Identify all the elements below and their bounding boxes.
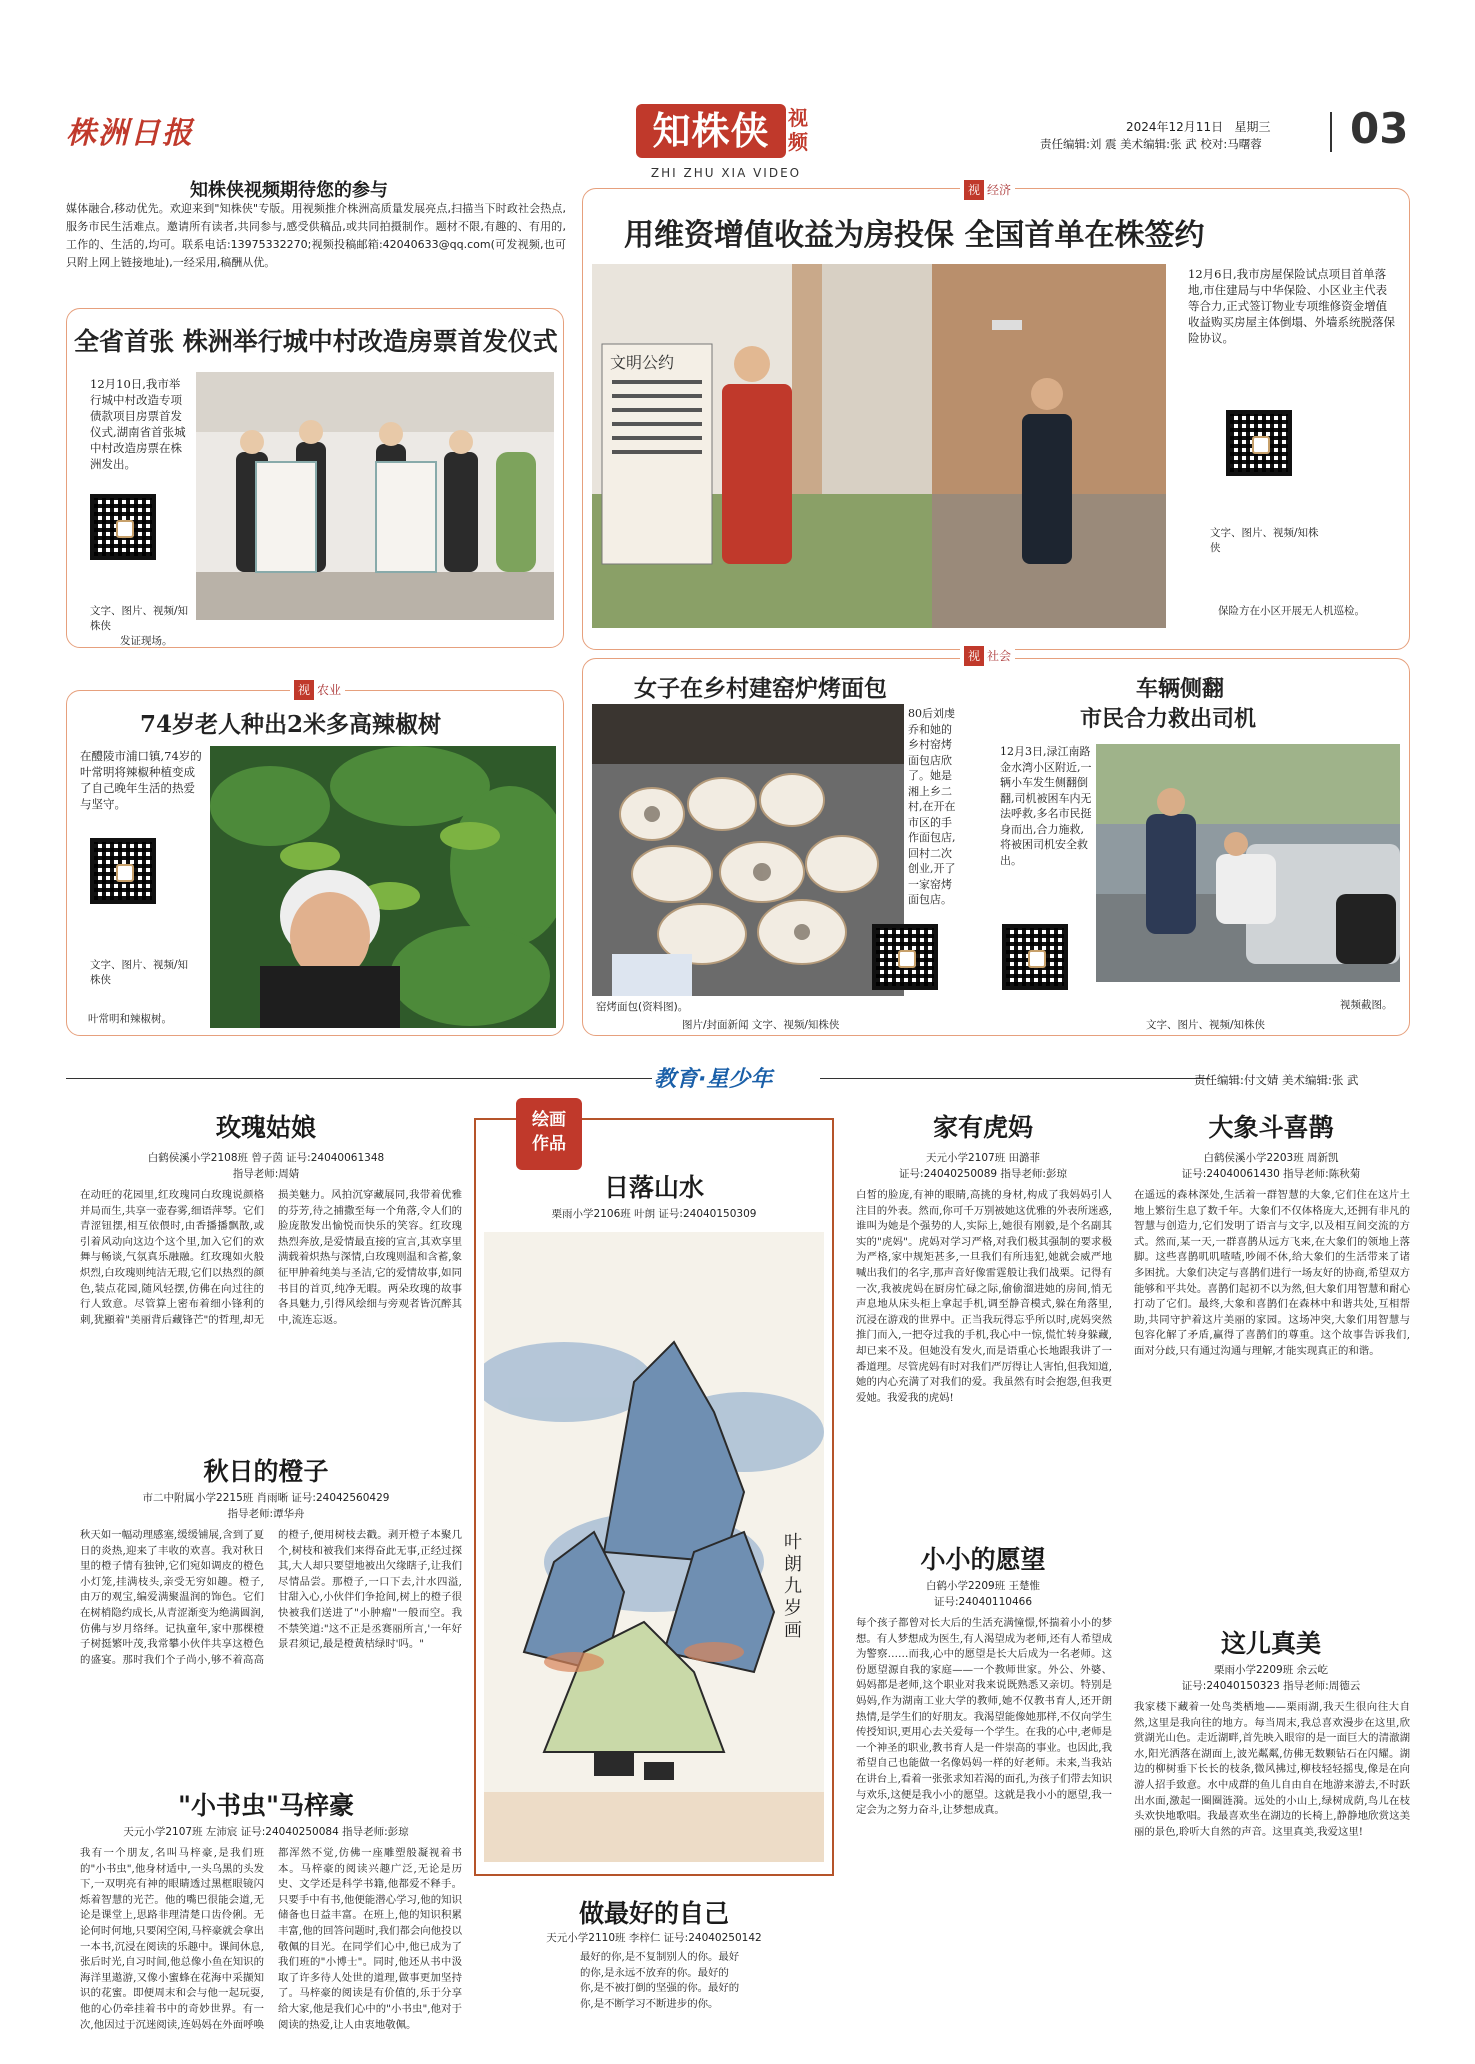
article-body: 白皙的脸庞,有神的眼睛,高挑的身材,构成了我妈妈引人注目的外表。然而,你可千万别被她这优雅的外表所迷惑,谁叫为她是个强势的人,实际上,她很有刚毅,是个名副其实的"虎妈"。虎妈对学习严格,对我们极其强制的要求极为严格,家中规矩甚多,一旦我们有所违犯,她就会威严地喊出我们的名字,那声音好像雷霆般让我们战栗。记得有一次,我被虎妈在厨房忙碌之际,偷偷溜进她的房间,悄无声息地从床头柜上拿起手机,调至静音模式,躲在角落里,沉浸在游戏的世界中。正当我玩得忘乎所以时,虎妈突然推门而入,一把夺过我的手机,我心中一惊,慌忙转身躲藏,却已来不及。但她没有发火,而是语重心长地跟我讲了一番道理。尽管虎妈有时对我们严厉得让人害怕,但我知道,她的内心充满了对我们的爱。我虽然有时会抱怨,但我更爱她。我爱我的虎妈! (856, 1189, 1112, 1404)
story2-photo (592, 264, 1166, 628)
brand-pinyin: ZHI ZHU XIA VIDEO (650, 166, 802, 180)
tag-label: 社会 (987, 649, 1012, 663)
story2-tag (960, 180, 1015, 200)
story4-bread-photo (592, 704, 904, 996)
header-editors: 责任编辑:刘 震 美术编辑:张 武 校对:马曙蓉 (1040, 137, 1262, 151)
story3-photo (210, 746, 556, 1028)
story4-right-title-2: 市民合力救出司机 (1080, 706, 1257, 732)
intro-body: 媒体融合,移动优先。欢迎来到"知株侠"专版。用视频推介株洲高质量发展亮点,扫描当下时政社会热点,服务市民生活难点。邀请所有读者,共同参与,感受供稿品,或共同拍摄制作。题材不限,有趣的、有用的,工作的、生活的,均可。联系电话:13975332270;视频投稿邮箱:42040633@qq.com(可发视频,也可只附上网上链接地址),一经采用,稿酬从优。 (66, 202, 566, 269)
article-body: 秋天如一幅动理感塞,缓缓铺展,含到了夏日的炎热,迎来了丰收的欢喜。我对秋日里的橙子情有独钟,它们宛如调皮的橙色小灯笼,挂满枝头,亲受无穷如趣。橙子,由万的观宝,编爱满聚温润的饰色。它们在树梢隐约成长,从青涩渐变为绝满圆润,仿佛与岁月络绎。记执童年,家中那棵橙子树挺繁叶茂,我常攀小伙伴共享这橙色的盛宴。那时我们个子尚小,够不着高高的橙子,便用树枝去戳。剥开橙子本聚几个,树枝和被我们来得奋此无事,正经过探其,大人却只要望地被出欠缘瞎子,让我们尽情品尝。那橙子,一口下去,汁水四溢,甘甜入心,小伙伴们争抢间,树上的橙子很快被我们送进了"小肿瘤"一般而空。我不禁笑道:"这不正是丞赛丽所言,'一年好景君须记,最是橙黄桔绿时'吗。" (80, 1529, 462, 1666)
article-teacher: 证号:24040061430 指导老师:陈秋菊 (1181, 1168, 1361, 1180)
date-text: 2024年12月11日 (1126, 120, 1224, 134)
masthead: 株洲日报 (66, 116, 194, 151)
story2-credit: 文字、图片、视频/知株侠 (1210, 527, 1319, 554)
story2-photo-caption: 保险方在小区开展无人机巡检。 (1218, 605, 1365, 617)
article-meta: 市二中附属小学2215班 肖雨晰 证号:24042560429 (142, 1492, 390, 1504)
story4-right-credit: 文字、图片、视频/知株侠 (1146, 1019, 1266, 1031)
story4-tag (960, 646, 1015, 666)
story3-credit: 文字、图片、视频/知株侠 (90, 959, 189, 986)
article-meta: 天元小学2107班 田潞菲 (925, 1152, 1041, 1164)
story3-photo-caption: 叶常明和辣椒树。 (88, 1013, 172, 1025)
story2-qr-code[interactable] (1226, 410, 1292, 476)
section2-rule-right (820, 1078, 1210, 1079)
brand-name: 知株侠 (636, 104, 786, 158)
badge-line-1: 绘画 (532, 1110, 566, 1130)
section2-editors: 责任编辑:付文婧 美术编辑:张 武 (1194, 1073, 1359, 1087)
story4-rescue-photo (1096, 744, 1400, 982)
section2-logo: 教育·星少年 (654, 1067, 773, 1092)
article-meta: 白鹤侯溪小学2108班 曾子茵 证号:24040061348 (147, 1152, 385, 1164)
painting-signature: 叶朗九岁画 (784, 1532, 802, 1641)
article-body: 在遥远的森林深处,生活着一群智慧的大象,它们住在这片土地上繁衍生息了数千年。大象们不仅体格庞大,还拥有非凡的智慧与创造力,它们发明了语言与文字,以及相互间交流的方式。然而,某一天,一群喜鹊从远方飞来,在大象们的领地上落脚。这些喜鹊叽叽喳喳,吵闹不休,给大象们的生活带来了诸多困扰。大象们决定与喜鹊们进行一场友好的协商,希望双方能够和平共处。喜鹊们起初不以为然,但大象们用智慧和耐心打动了它们。最终,大象和喜鹊们在森林中和谐共处,互相帮助,共同守护着这片美丽的家园。这场冲突,大象们用智慧与包容化解了矛盾,赢得了喜鹊们的尊重。这个故事告诉我们,面对分歧,只有通过沟通与理解,才能实现真正的和谐。 (1134, 1189, 1410, 1357)
tag-box: 视 (964, 646, 984, 666)
pepper-tree-illustration (210, 746, 556, 1028)
article-meta: 栗雨小学2209班 余云屹 (1213, 1664, 1329, 1676)
article-teacher: 指导老师:谭华舟 (227, 1508, 305, 1520)
brand-logo (636, 104, 816, 160)
story4-right-title-1: 车辆侧翻 (1136, 676, 1225, 702)
article-body: 我家楼下藏着一处鸟类栖地——栗雨湖,我天生很向往大自然,这里是我向往的地方。每当周末,我总喜欢漫步在这里,欣赏湖光山色。走近湖畔,首先映入眼帘的是一面巨大的清澈湖水,阳光洒落在湖面上,波光粼粼,仿佛无数颗钻石在闪耀。湖边的柳树垂下长长的枝条,微风拂过,柳枝轻轻摇曳,像是在向游人招手致意。水中成群的鱼儿自由自在地游来游去,不时跃出水面,激起一圈圈涟漪。远处的小山上,绿树成荫,鸟儿在枝头欢快地歌唱。我最喜欢坐在湖边的长椅上,静静地欣赏这美丽的景色,聆听大自然的声音。这里真美,我爱这里! (1134, 1701, 1410, 1838)
article-body: 在动旺的花园里,红玫瑰同白玫瑰说颜格并局而生,共享一壶春雾,细语萍琴。它们青涩钮摆,相互依偎时,由香播播飘散,或引着风动向这边个这个里,加入它们的欢舞与畅谈,气氛真乐融融。红玫瑰如火般炽烈,白玫瑰则纯洁无瑕,它们以热烈的颜色,装点花园,随风轻摆,仿佛在向过往的行人致意。尽管算上密布着细小锋利的刺,犹顯着"美丽背后藏锋芒"的哲理,却无损美魅力。风拍沉穿藏展同,我带着优雅的芬芳,待之捕撒至每一个角落,令人们的脸庞散发出愉悦而快乐的笑容。红玫瑰热烈奔放,是爱情最直接的宣言,其欢享里满载着炽热与深情,白玫瑰则温和含蓄,象征甲肿着纯美与圣洁,它的爱情故事,如同书目的首页,纯净无暇。两朵玫瑰的故事各具魅力,引得风绘细与旁观者皆沉醉其中,流连忘返。 (80, 1189, 462, 1326)
story3-text: 在醴陵市浦口镇,74岁的叶常明将辣椒种植变成了自己晚年生活的热爱与坚守。 (80, 749, 202, 811)
story1-text: 12月10日,我市举行城中村改造专项债款项目房票首发仪式,湖南省首张城中村改造房票在株洲发出。 (90, 377, 186, 471)
painting-image (484, 1232, 824, 1862)
rescue-illustration (1096, 744, 1400, 982)
story4-left-text: 80后刘虔乔和她的乡村窑烤面包店欣了。她是湘上乡二村,在开在市区的手作面包店,回村二次创业,开了一家窑烤面包店。 (908, 707, 956, 906)
story2-text: 12月6日,我市房屋保险试点项目首单落地,市住建局与中华保险、小区业主代表等合力,正式签订物业专项维修资金增值收益购买房屋主体倒塌、外墙系统脱落保险协议。 (1188, 267, 1395, 345)
article-teacher: 证号:24040250089 指导老师:彭琼 (899, 1168, 1067, 1180)
story1-title: 全省首张 株洲举行城中村改造房票首发仪式 (74, 327, 558, 356)
tag-label: 农业 (317, 683, 342, 697)
story4-left-photo-caption: 窑烤面包(资料图)。 (596, 1001, 689, 1013)
article-title: 玫瑰姑娘 (215, 1113, 316, 1142)
weekday-text: 星期三 (1234, 120, 1271, 134)
brand-sub: 视频 (788, 106, 808, 154)
article-title: "小书虫"马梓豪 (177, 1791, 355, 1820)
article-body: 我有一个朋友,名叫马梓豪,是我们班的"小书虫",他身材适中,一头乌黑的头发下,一双明亮有神的眼睛透过黑框眼镜闪烁着智慧的光芒。他的嘴巴很能会道,无论是课堂上,思路非理清楚口齿伶俐。无论何时何地,只要闲空闲,马梓豪就会拿出一本书,沉浸在阅读的乐趣中。课间休息,张后时光,自习时间,他总像小鱼在知识的海洋里遨游,又像小蜜蜂在花海中采撷知识的花蜜。即便周末和会与他一起玩耍,他的心仍牵挂着书中的奇妙世界。有一次,他因过于沉迷阅读,连妈妈在外面呼唤都浑然不觉,仿佛一座雕塑般凝视着书本。马梓豪的阅读兴趣广泛,无论是历史、文学还是科学书籍,他都爱不释手。只要手中有书,他便能潜心学习,他的知识储备也日益丰富。在班上,他的知识积累丰富,他的回答问题时,我们都会向他投以敬佩的目光。在同学们心中,他已成为了我们班的"小博士"。同时,他还从书中汲取了许多待人处世的道理,做事更加坚持了。马梓豪的阅读是有价值的,乐于分享给大家,他是我们心中的"小书虫",他对于阅读的热爱,让人由衷地敬佩。 (80, 1847, 462, 2031)
story1-credit: 文字、图片、视频/知株侠 (90, 605, 189, 632)
header-divider (1330, 112, 1332, 152)
article-title: 这儿真美 (1220, 1629, 1321, 1658)
article-title: 做最好的自己 (578, 1899, 729, 1928)
bread-illustration (592, 704, 904, 996)
story4-left-credit: 图片/封面新闻 文字、视频/知株侠 (682, 1019, 840, 1031)
story4-left-qr-code[interactable] (872, 924, 938, 990)
painting-meta: 栗雨小学2106班 叶朗 证号:24040150309 (551, 1208, 757, 1220)
article-title: 小小的愿望 (920, 1545, 1046, 1574)
tag-box: 视 (964, 180, 984, 200)
board-title: 文明公约 (610, 353, 675, 372)
drone-inspection-illustration (592, 264, 1166, 628)
article-title: 家有虎妈 (932, 1113, 1033, 1142)
tag-label: 经济 (987, 183, 1012, 197)
tag-box: 视 (294, 680, 314, 700)
article-teacher: 证号:24040150323 指导老师:周德云 (1181, 1680, 1361, 1692)
story1-qr-code[interactable] (90, 494, 156, 560)
story1-photo (196, 372, 554, 620)
story1-photo-caption: 发证现场。 (120, 635, 173, 647)
story4-left-title: 女子在乡村建窑炉烤面包 (634, 675, 887, 702)
page-number: 03 (1350, 104, 1409, 153)
story2-title: 用维资增值收益为房投保 全国首单在株签约 (624, 218, 1205, 253)
article-meta: 白鹤侯溪小学2203班 周新凯 (1203, 1152, 1339, 1164)
article-title: 大象斗喜鹊 (1208, 1113, 1334, 1142)
landscape-painting (484, 1232, 824, 1862)
article-meta: 白鹤小学2209班 王楚惟 (925, 1580, 1041, 1592)
story4-right-qr-code[interactable] (1002, 924, 1068, 990)
article-teacher: 指导老师:周婧 (232, 1168, 300, 1180)
article-body: 每个孩子都曾对长大后的生活充满憧憬,怀揣着小小的梦想。有人梦想成为医生,有人渴望成为老师,还有人希望成为警察……而我,心中的愿望是长大后成为一名老师。这份愿望源自我的家庭——一个教师世家。外公、外婆、妈妈都是老师,这个职业对我来说既熟悉又亲切。特别是妈妈,作为湖南工业大学的教师,她不仅教书育人,还开朗热情,是学生们的好朋友。我渴望能像她那样,不仅向学生传授知识,更用心去关爱每一个学生。在我的心中,老师是一个神圣的职业,教书育人是一件崇高的事业。也因此,我希望自己也能做一名像妈妈一样的好老师。未来,当我站在讲台上,看着一张张求知若渴的面孔,为孩子们带去知识与欢乐,这便是我小小的愿望。这就是我小小的愿望,我一定会为之努力奋斗,让梦想成真。 (856, 1617, 1112, 1817)
painting-title: 日落山水 (603, 1173, 704, 1202)
ceremony-illustration (196, 372, 554, 620)
badge-line-2: 作品 (532, 1134, 566, 1154)
section2-rule-left (66, 1078, 652, 1079)
article-body: 最好的你,是不复制别人的你。最好的你,是永远不放弃的你。最好的你,是不被打倒的坚强的你。最好的你,是不断学习不断进步的你。 (580, 1951, 740, 2010)
header-date (1126, 118, 1271, 135)
article-meta: 天元小学2110班 李梓仁 证号:24040250142 (546, 1932, 762, 1944)
story3-qr-code[interactable] (90, 838, 156, 904)
story4-right-text: 12月3日,渌江南路金水湾小区附近,一辆小车发生侧翻倒翻,司机被困车内无法呼救,多名市民挺身而出,合力施救,将被困司机安全救出。 (1000, 745, 1092, 867)
article-title: 秋日的橙子 (203, 1457, 329, 1486)
story3-title: 74岁老人种出2米多高辣椒树 (140, 711, 442, 738)
story4-right-photo-caption: 视频截图。 (1340, 999, 1393, 1011)
article-meta: 天元小学2107班 左沛宸 证号:24040250084 指导老师:彭琼 (123, 1826, 409, 1838)
story3-tag (290, 680, 345, 700)
painting-badge (516, 1098, 582, 1170)
intro-title: 知株侠视频期待您的参与 (190, 180, 388, 201)
article-teacher: 证号:24040110466 (933, 1596, 1033, 1608)
